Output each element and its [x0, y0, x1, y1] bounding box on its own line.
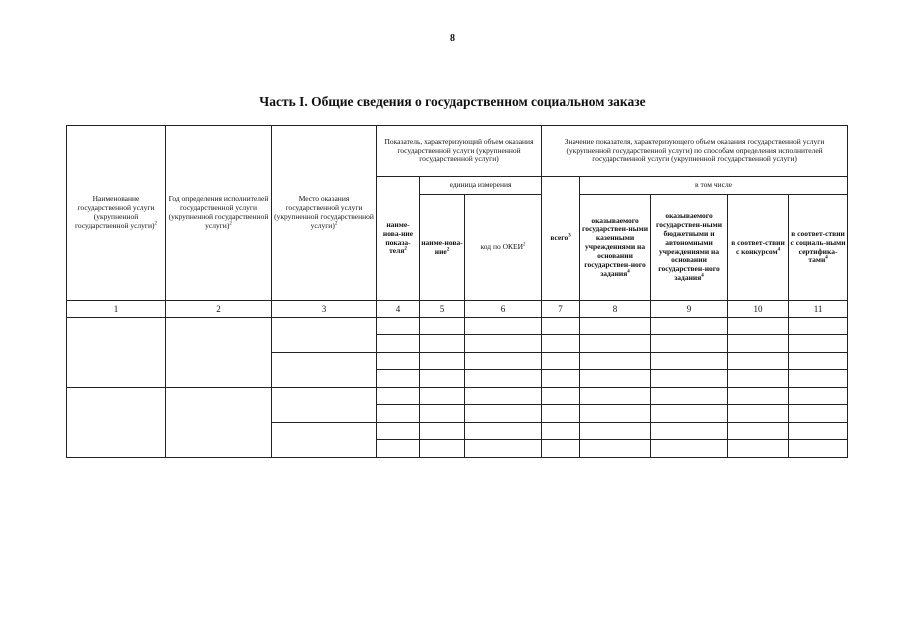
header-value-group: Значение показателя, характеризующего объем оказания государственной услуги (укрупненной государственной услуги) по способам определения исполнителей государственной услуги (укрупненной государственной услуги): [542, 126, 848, 177]
table-cell: [789, 335, 848, 353]
table-cell: [580, 353, 651, 370]
table-cell: [377, 353, 420, 370]
table-cell-year: [166, 318, 272, 388]
table-cell: [420, 335, 465, 353]
table-cell: [651, 318, 728, 335]
header-including: в том числе: [580, 177, 848, 195]
table-cell: [465, 370, 542, 388]
table-cell: [580, 388, 651, 405]
table-cell: [377, 370, 420, 388]
header-unit-name: наиме-нова-ние$^2$: [420, 195, 465, 301]
header-okei-code: код по ОКЕИ$^2$: [465, 195, 542, 301]
table-cell: [580, 335, 651, 353]
table-cell: [377, 335, 420, 353]
column-number: 7: [542, 301, 580, 318]
table-cell-place: [272, 318, 377, 353]
table-cell: [420, 423, 465, 440]
table-cell: [651, 353, 728, 370]
table-cell: [542, 370, 580, 388]
table-cell: [420, 318, 465, 335]
table-cell-place: [272, 423, 377, 458]
header-state-treasury: оказываемого государствен-ными казенными учреждениями на основании государствен-ного задания$^4$: [580, 195, 651, 301]
table-cell: [377, 423, 420, 440]
table-cell-service: [67, 388, 166, 458]
table-cell: [580, 440, 651, 458]
table-cell: [789, 405, 848, 423]
header-unit-group: единица измерения: [420, 177, 542, 195]
table-cell: [728, 335, 789, 353]
table-cell: [542, 405, 580, 423]
column-number: 6: [465, 301, 542, 318]
table-cell: [465, 353, 542, 370]
header-service-name: Наименование государственной услуги (укрупненной государственной услуги)$^2$: [67, 126, 166, 301]
table-cell: [651, 423, 728, 440]
table-cell: [542, 353, 580, 370]
table-cell: [789, 440, 848, 458]
table-cell: [651, 405, 728, 423]
table-cell: [728, 405, 789, 423]
table-cell: [580, 423, 651, 440]
table-cell: [465, 423, 542, 440]
table-cell: [651, 370, 728, 388]
table-cell: [651, 440, 728, 458]
page-title: Часть I. Общие сведения о государственном социальном заказе: [259, 94, 646, 109]
table-cell: [420, 388, 465, 405]
header-indicator-name: наиме-нова-ние показа-теля$^2$: [377, 177, 420, 301]
table-cell: [377, 388, 420, 405]
table-cell: [377, 440, 420, 458]
social-order-table: [66, 125, 848, 458]
table-cell: [377, 405, 420, 423]
column-number: 1: [67, 301, 166, 318]
table-cell: [580, 405, 651, 423]
table-cell: [651, 335, 728, 353]
table-cell: [542, 388, 580, 405]
table-cell: [789, 353, 848, 370]
header-contest: в соответ-ствии с конкурсом$^4$: [728, 195, 789, 301]
table-cell: [728, 370, 789, 388]
table-cell: [789, 388, 848, 405]
table-cell-place: [272, 353, 377, 388]
table-cell-year: [166, 388, 272, 458]
header-year: Год определения исполнителей государственной услуги (укрупненной государственной услуги)$^2$: [166, 126, 272, 301]
column-number: 4: [377, 301, 420, 318]
table-cell: [728, 440, 789, 458]
header-budget-autonomous: оказываемого государствен-ными бюджетными и автономными учреждениями на основании государствен-ного задания$^4$: [651, 195, 728, 301]
table-cell: [465, 388, 542, 405]
table-cell: [420, 405, 465, 423]
table-cell: [580, 318, 651, 335]
header-indicator-group: Показатель, характеризующий объем оказания государственной услуги (укрупненной государственной услуги): [377, 126, 542, 177]
table-cell: [728, 423, 789, 440]
table-cell: [465, 318, 542, 335]
column-number: 3: [272, 301, 377, 318]
column-number: 10: [728, 301, 789, 318]
table-cell: [420, 353, 465, 370]
table-cell: [542, 335, 580, 353]
table-cell: [420, 440, 465, 458]
column-number: 5: [420, 301, 465, 318]
table-cell: [465, 440, 542, 458]
header-certificates: в соответ-ствии с социаль-ными сертифика-тами$^4$: [789, 195, 848, 301]
table-cell-service: [67, 318, 166, 388]
header-place: Место оказания государственной услуги (укрупненной государственной услуги)$^2$: [272, 126, 377, 301]
table-cell: [728, 353, 789, 370]
table-cell: [580, 370, 651, 388]
table-cell: [651, 388, 728, 405]
table-cell: [542, 318, 580, 335]
page-number: 8: [450, 33, 455, 44]
table-cell: [377, 318, 420, 335]
table-cell-place: [272, 388, 377, 423]
column-number: 2: [166, 301, 272, 318]
table-cell: [542, 423, 580, 440]
table-cell: [542, 440, 580, 458]
table-cell: [789, 318, 848, 335]
column-number: 8: [580, 301, 651, 318]
table-cell: [465, 335, 542, 353]
table-cell: [420, 370, 465, 388]
table-cell: [728, 388, 789, 405]
table-cell: [789, 423, 848, 440]
table-cell: [789, 370, 848, 388]
table-cell: [465, 405, 542, 423]
header-total: всего$^3$: [542, 177, 580, 301]
table-cell: [728, 318, 789, 335]
column-number: 9: [651, 301, 728, 318]
column-number: 11: [789, 301, 848, 318]
